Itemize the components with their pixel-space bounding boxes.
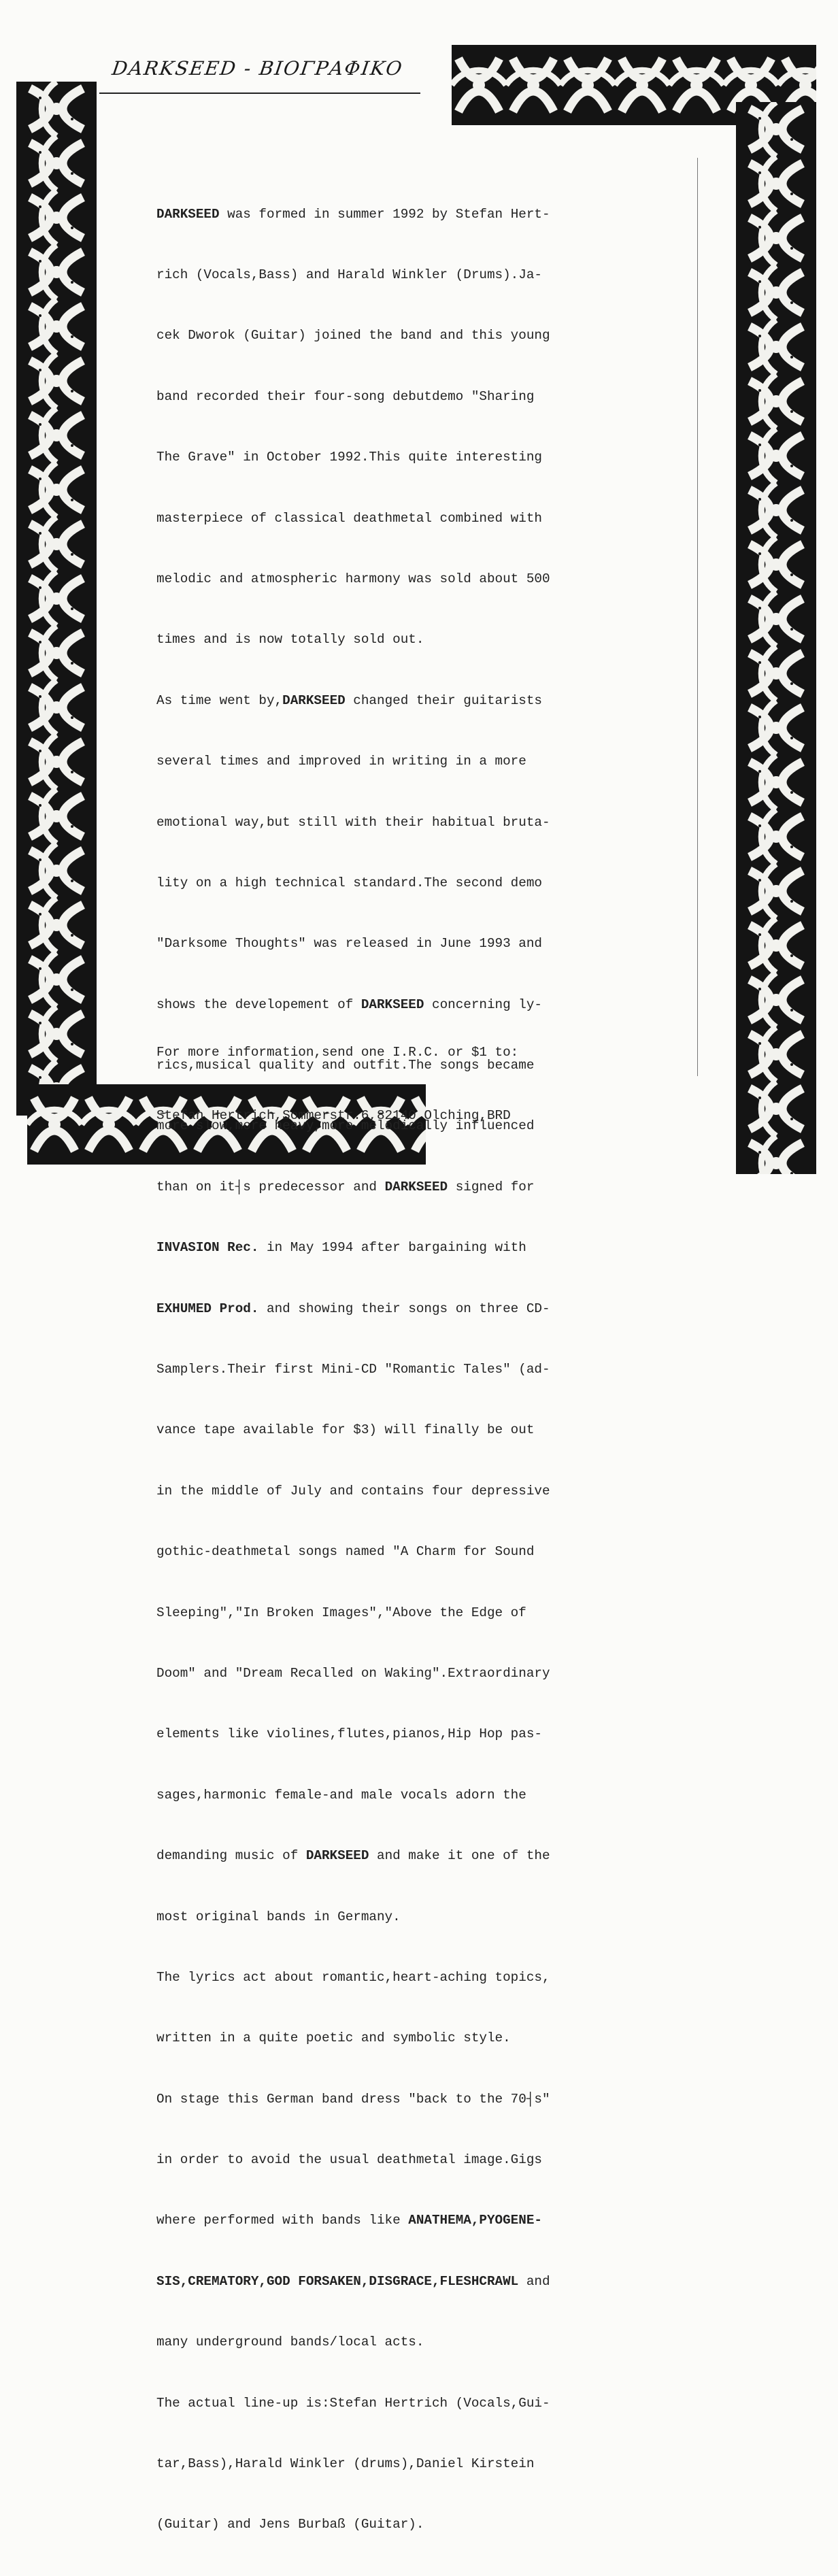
- text-line: Sleeping","In Broken Images","Above the Edge of: [156, 1605, 526, 1620]
- page-title: DARKSEED - ΒΙΟΓΡΑΦΙΚΟ: [110, 57, 405, 80]
- text-line: lity on a high technical standard.The second demo: [156, 875, 542, 890]
- text-line: The actual line-up is:Stefan Hertrich (Vocals,Gui-: [156, 2395, 550, 2411]
- text-line: gothic-deathmetal songs named "A Charm for Sound: [156, 1544, 535, 1560]
- text-line: "Darksome Thoughts" was released in June 1993 and: [156, 936, 542, 952]
- text-line: DARKSEED was formed in summer 1992 by Stefan Hert-: [156, 206, 550, 222]
- text-line: SIS,CREMATORY,GOD FORSAKEN,DISGRACE,FLESHCRAWL and: [156, 2273, 550, 2289]
- text-line: in the middle of July and contains four depressive: [156, 1483, 550, 1499]
- text-line: EXHUMED Prod. and showing their songs on three CD-: [156, 1301, 550, 1316]
- text-line: rics,musical quality and outfit.The songs became: [156, 1058, 535, 1073]
- text-line: most original bands in Germany.: [156, 1909, 401, 1924]
- text-line: demanding music of DARKSEED and make it one of the: [156, 1848, 550, 1864]
- text-line: band recorded their four-song debutdemo "Sharing: [156, 388, 535, 404]
- text-line: elements like violines,flutes,pianos,Hip Hop pas-: [156, 1726, 542, 1742]
- celtic-knot-border-right: [736, 102, 816, 1174]
- text-line: As time went by,DARKSEED changed their guitarists: [156, 692, 542, 708]
- text-line: The lyrics act about romantic,heart-aching topics,: [156, 1969, 550, 1985]
- title-underline: [99, 93, 420, 94]
- text-line: rich (Vocals,Bass) and Harald Winkler (Drums).Ja-: [156, 267, 542, 282]
- text-line: several times and improved in writing in a more: [156, 754, 526, 769]
- text-line: On stage this German band dress "back to the 70┤s": [156, 2091, 550, 2107]
- contact-line: For more information,send one I.R.C. or $1 to:: [156, 1045, 519, 1060]
- contact-line: Stefan Hertrich,Sommerstr.6,82140 Olching,BRD: [156, 1108, 511, 1123]
- text-line: cek Dworok (Guitar) joined the band and this young: [156, 328, 550, 344]
- text-line: vance tape available for $3) will finally be out: [156, 1422, 535, 1438]
- biography-text: [156, 164, 673, 2576]
- text-line: Samplers.Their first Mini-CD "Romantic Tales" (ad-: [156, 1362, 550, 1377]
- text-line: shows the developement of DARKSEED concerning ly-: [156, 997, 542, 1012]
- text-line: in order to avoid the usual deathmetal image.Gigs: [156, 2152, 542, 2168]
- text-line: The Grave" in October 1992.This quite interesting: [156, 450, 542, 465]
- text-line: Doom" and "Dream Recalled on Waking".Extraordinary: [156, 1665, 550, 1681]
- text-line: masterpiece of classical deathmetal combined with: [156, 510, 542, 526]
- text-line: than on it┤s predecessor and DARKSEED signed for: [156, 1179, 535, 1194]
- text-line: written in a quite poetic and symbolic style.: [156, 2030, 511, 2046]
- contact-info: [156, 1000, 518, 1169]
- text-line: (Guitar) and Jens Burbaß (Guitar).: [156, 2517, 424, 2532]
- celtic-knot-border-left: [16, 82, 97, 1116]
- text-line: sages,harmonic female-and male vocals adorn the: [156, 1787, 526, 1803]
- text-line: many underground bands/local acts.: [156, 2335, 424, 2350]
- text-line: melodic and atmospheric harmony was sold about 500: [156, 571, 550, 586]
- margin-rule: [697, 158, 698, 1076]
- text-line: tar,Bass),Harald Winkler (drums),Daniel Kirstein: [156, 2456, 535, 2472]
- text-line: more slow,more heavy,more melodically influenced: [156, 1118, 535, 1134]
- text-line: INVASION Rec. in May 1994 after bargaining with: [156, 1240, 526, 1256]
- text-line: times and is now totally sold out.: [156, 632, 424, 648]
- text-line: emotional way,but still with their habitual bruta-: [156, 814, 550, 830]
- text-line: where performed with bands like ANATHEMA,PYOGENE-: [156, 2213, 542, 2228]
